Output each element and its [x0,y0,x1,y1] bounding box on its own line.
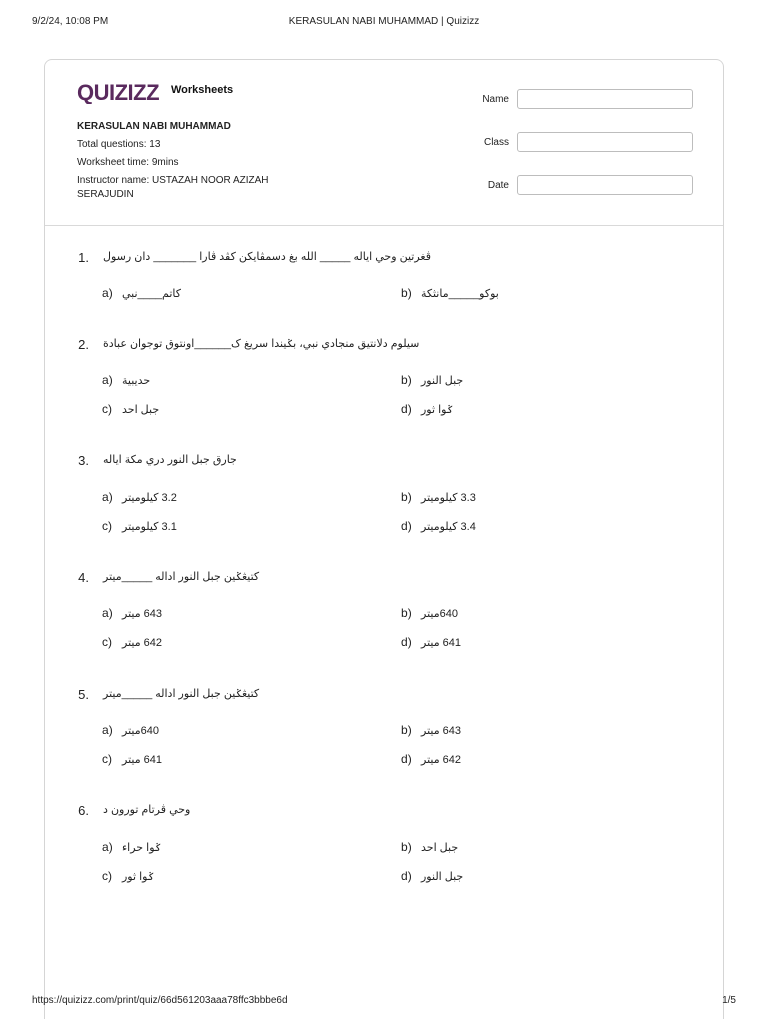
option-b: b ) 643 ميتر [401,723,461,737]
date-field [465,174,693,196]
question-text: سيلوم دلانتيق منجادي نبي، بݢيندا سريغ ک______اونتوق توجوان عبادة [103,338,420,350]
question-text: ڤغرتين وحي اياله _____ الله بغ دسمڤايکن کڤد ڤارا _______ دان رسول [103,251,431,263]
worksheets-label: Worksheets [171,84,234,96]
option-c: c ) ݢوا ثور [102,869,154,883]
worksheet-title: KERASULAN NABI MUHAMMAD [77,121,231,132]
class-label: Class [483,136,509,148]
print-doc-title: KERASULAN NABI MUHAMMAD | Quizizz [288,16,480,27]
page-number: 1/5 [722,995,736,1006]
option-c: c ) 642 ميتر [102,635,162,649]
option-a: a ) ݢوا حراء [102,840,161,854]
question-text: وحي ڤرتام تورون د [103,804,191,816]
option-a: a ) کاتم____نبي [102,286,181,300]
question-number: 5 . [75,687,89,702]
question-text: جارق جبل النور دري مکة اياله [103,454,237,466]
print-url[interactable]: https://quizizz.com/print/quiz/66d561203aaa78ffc3bbbe6d [32,995,288,1006]
print-header [32,16,736,30]
option-a: a ) 643 ميتر [102,606,162,620]
option-b: b ) جبل احد [401,840,458,854]
worksheet-time: Worksheet time: 9mins [77,157,179,168]
question-number: 4 . [75,570,89,585]
question-number: 6 . [75,803,89,818]
class-input[interactable] [517,132,693,152]
option-d: d ) 642 ميتر [401,752,461,766]
question-number: 2 . [75,337,89,352]
option-b: b ) 3.3 کيلوميتر [401,490,476,504]
option-d: d ) ݢوا ثور [401,402,453,416]
print-footer [32,995,736,1009]
name-label: Name [482,93,509,105]
option-d: d ) جبل النور [401,869,463,883]
date-label: Date [487,179,509,191]
quizizz-logo [77,80,233,104]
option-d: d ) 641 ميتر [401,635,461,649]
option-d: d ) 3.4 کيلوميتر [401,519,476,533]
option-b: b ) بوکو_____مانثکة [401,286,499,300]
option-a: a ) 640ميتر [102,723,159,737]
name-field [465,88,693,110]
option-c: c ) جبل احد [102,402,159,416]
question-number: 1 . [75,250,89,265]
question-text: کتيڠݢين جبل النور اداله _____ميتر [103,571,260,583]
question-text: کتيڠݢين جبل النور اداله _____ميتر [103,688,260,700]
quizizz-logo-mark [77,80,165,104]
option-c: c ) 641 ميتر [102,752,162,766]
worksheet-header [45,60,723,226]
question-number: 3 . [75,453,89,468]
option-b: b ) جبل النور [401,373,463,387]
option-a: a ) حديبية [102,373,150,387]
instructor-name: Instructor name: USTAZAH NOOR AZIZAH SERAJUDIN [77,175,269,200]
date-input[interactable] [517,175,693,195]
print-datetime: 9/2/24, 10:08 PM [32,16,109,27]
svg-text:QUIZIZZ: QUIZIZZ [77,80,160,104]
name-input[interactable] [517,89,693,109]
option-b: b ) 640ميتر [401,606,458,620]
worksheet-card [44,59,724,1019]
total-questions: Total questions: 13 [77,139,161,150]
option-c: c ) 3.1 کيلوميتر [102,519,177,533]
option-a: a ) 3.2 کيلوميتر [102,490,177,504]
worksheet-meta [77,120,307,206]
class-field [465,131,693,153]
